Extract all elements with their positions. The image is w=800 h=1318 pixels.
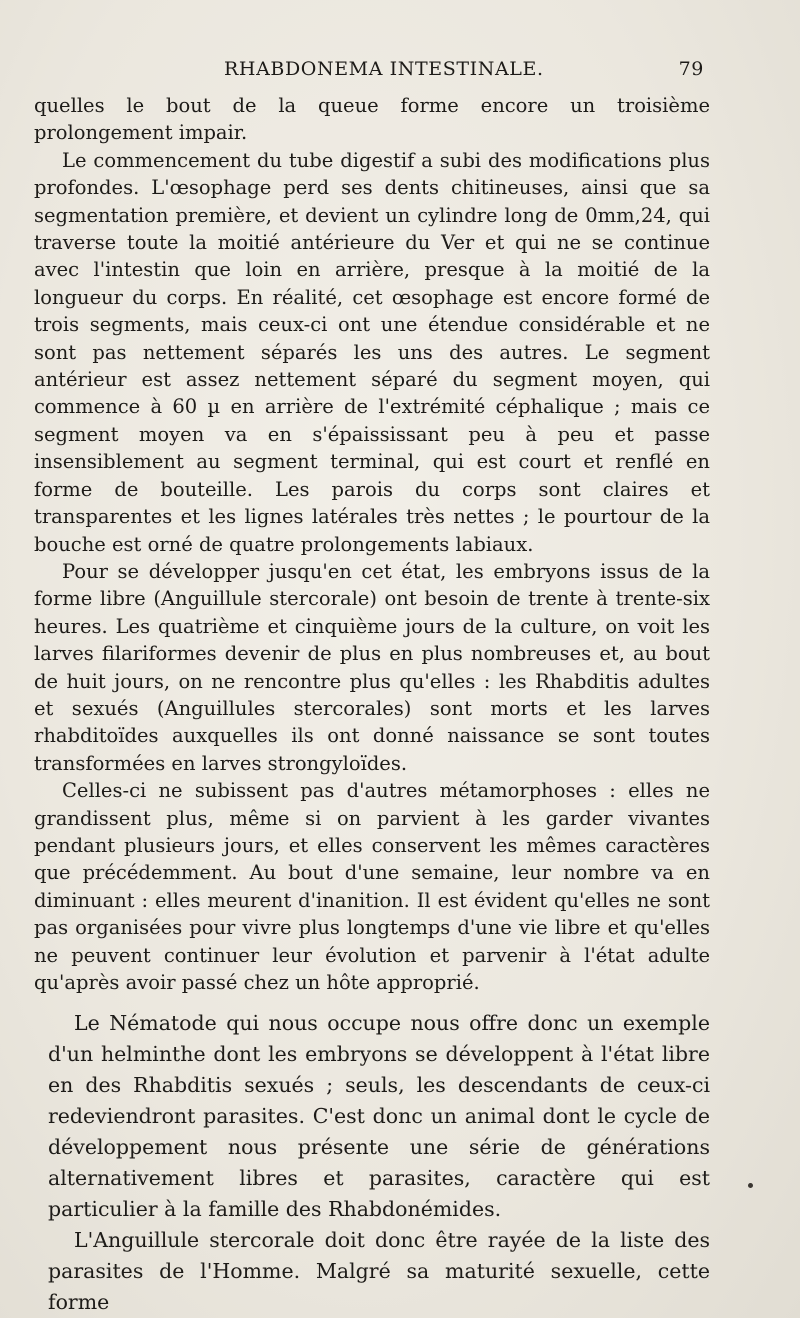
ink-speck <box>748 1183 753 1188</box>
page-header <box>34 58 704 88</box>
paragraph: quelles le bout de la queue forme encore un troisième prolongement impair. <box>34 94 710 145</box>
paragraph: Pour se développer jusqu'en cet état, les embryons issus de la forme libre (Anguillule stercorale) ont besoin de trente à trente-six heures. Les quatrième et cinquième jours de la culture, on voit les larves filariformes devenir de plus en plus nombreuses et, au bout de huit jours, on ne rencontre plus qu'elles : les Rhabditis adultes et sexués (Anguillules stercorales) sont morts et les larves rhabditoïdes auxquelles ils ont donné naissance se sont toutes transformées en larves strongyloïdes. <box>34 559 710 775</box>
body-text-lower <box>48 1008 710 1318</box>
body-text-upper <box>34 92 710 996</box>
paragraph: Celles-ci ne subissent pas d'autres métamorphoses : elles ne grandissent plus, même si on parvient à les garder vivantes pendant plusieurs jours, et elles conservent les mêmes caractères que précédemment. Au bout d'une semaine, leur nombre va en diminuant : elles meurent d'inanition. Il est évident qu'elles ne sont pas organisées pour vivre plus longtemps d'une vie libre et qu'elles ne peuvent continuer leur évolution et parvenir à l'état adulte qu'après avoir passé chez un hôte approprié. <box>34 779 710 994</box>
page-number: 79 <box>678 58 704 80</box>
running-title: RHABDONEMA INTESTINALE. <box>224 58 544 80</box>
paragraph: Le commencement du tube digestif a subi des modifications plus profondes. L'œsophage perd ses dents chitineuses, ainsi que sa segmentation première, et devient un cylindre long de 0mm,24, qui traverse toute la moitié antérieure du Ver et qui ne se continue avec l'intestin que loin en arrière, presque à la moitié de la longueur du corps. En réalité, cet œsophage est encore formé de trois segments, mais ceux-ci ont une étendue considérable et ne sont pas nettement séparés les uns des autres. Le segment antérieur est assez nettement séparé du segment moyen, qui commence à 60 µ en arrière de l'extrémité céphalique ; mais ce segment moyen va en s'épaississant peu à peu et passe insensiblement au segment terminal, qui est court et renflé en forme de bouteille. Les parois du corps sont claires et transparentes et les lignes latérales très nettes ; le pourtour de la bouche est orné de quatre prolongements labiaux. <box>34 148 710 556</box>
paragraph: L'Anguillule stercorale doit donc être rayée de la liste des parasites de l'Homme. Malgré sa maturité sexuelle, cette forme <box>48 1228 710 1314</box>
paragraph: Le Nématode qui nous occupe nous offre donc un exemple d'un helminthe dont les embryons se développent à l'état libre en des Rhabditis sexués ; seuls, les descendants de ceux-ci redeviendront parasites. C'est donc un animal dont le cycle de développement nous présente une série de générations alternativement libres et parasites, caractère qui est particulier à la famille des Rhabdonémides. <box>48 1011 710 1221</box>
